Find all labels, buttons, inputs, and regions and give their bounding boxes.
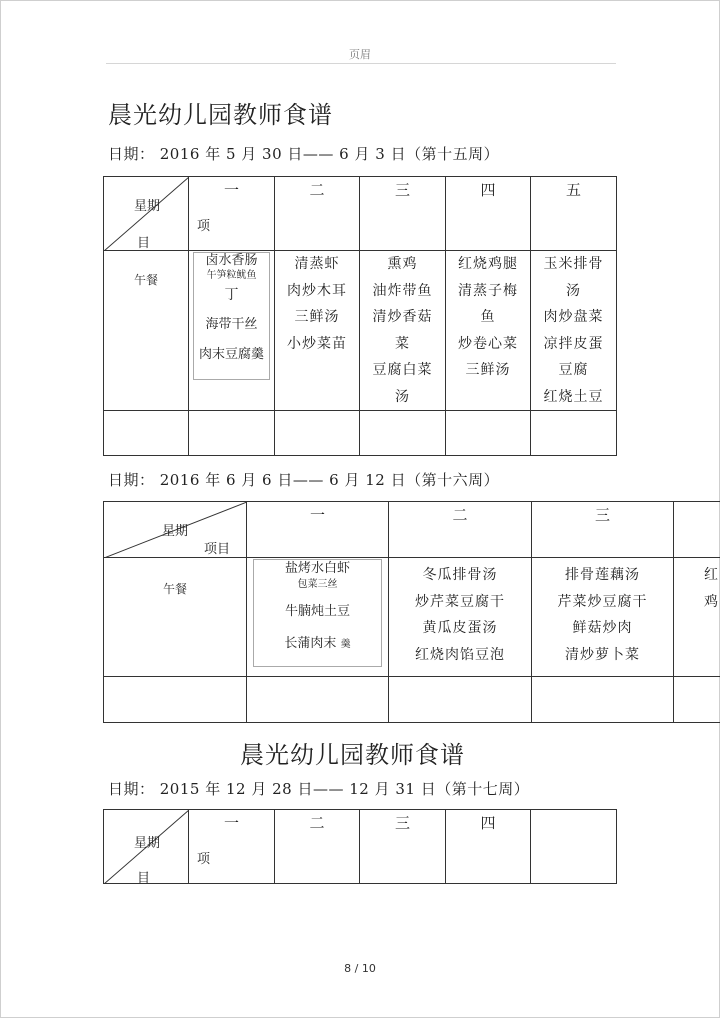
day-header-3: 三 [360,177,446,251]
menu-table-week17 [103,809,617,884]
empty-cell [360,411,446,456]
day-header-3: 三 [532,502,674,558]
dish-box: 盐烤水白虾 包菜三丝 牛腩炖土豆 长蒲肉末 羹 [253,559,382,667]
lunch-label-cell: 午餐 [104,251,189,411]
day-header-1: 一 项 [189,177,275,251]
date-range-week17: 日期： 2015 年 12 月 28 日—— 12 月 31 日（第十七周） [108,780,530,798]
item-label-mu: 目 [137,236,151,251]
day-header-1: 一 [247,502,389,558]
page-title-2: 晨光幼儿园教师食谱 [240,741,465,769]
empty-cell [532,677,674,723]
empty-cell [275,411,360,456]
dish-box: 卤水香肠 午笋粒鱿鱼 丁 海带干丝 肉末豆腐羹 [193,252,270,380]
header-corner-cell [104,177,189,251]
empty-cell [389,677,532,723]
header-corner-cell [104,810,189,884]
empty-cell [104,677,247,723]
day-header-2: 二 [275,810,360,884]
thursday-dishes: 红 鸡 [674,558,720,677]
week-label: 星期 [134,836,161,851]
day-header-4: 四 [446,810,531,884]
day-header-2: 二 [275,177,360,251]
week-label: 星期 [162,524,189,539]
day-header-4: 四 [446,177,531,251]
date-range-week15: 日期： 2016 年 5 月 30 日—— 6 月 3 日（第十五周） [108,145,500,163]
thursday-dishes: 红烧鸡腿 清蒸子梅 鱼 炒卷心菜 三鲜汤 [446,251,531,411]
friday-dishes: 玉米排骨 汤 肉炒盘菜 凉拌皮蛋 豆腐 红烧土豆 [531,251,617,411]
page-number: 8 / 10 [344,962,376,975]
date-range-week16: 日期： 2016 年 6 月 6 日—— 6 月 12 日（第十六周） [108,471,500,489]
lunch-label-cell: 午餐 [104,558,247,677]
header-rule [106,63,616,64]
item-label: 项目 [204,542,231,557]
day-header-5 [531,810,617,884]
empty-cell [446,411,531,456]
menu-table-week16 [103,501,720,723]
wednesday-dishes: 熏鸡 油炸带鱼 清炒香菇 菜 豆腐白菜 汤 [360,251,446,411]
empty-cell [674,677,720,723]
day-header-3: 三 [360,810,446,884]
header-corner-cell [104,502,247,558]
menu-table-week15 [103,176,617,456]
empty-cell [247,677,389,723]
monday-dishes [247,558,389,677]
empty-cell [531,411,617,456]
item-label-mu: 目 [137,871,151,886]
tuesday-dishes: 清蒸虾 肉炒木耳 三鲜汤 小炒菜苗 [275,251,360,411]
item-label-xiang: 项 [197,219,211,234]
item-label-xiang: 项 [197,852,211,867]
wednesday-dishes: 排骨莲藕汤 芹菜炒豆腐干 鲜菇炒肉 清炒萝卜菜 [532,558,674,677]
day-header-4 [674,502,720,558]
day-header-1: 一 项 [189,810,275,884]
day-header-2: 二 [389,502,532,558]
empty-cell [104,411,189,456]
page-header: 页眉 [349,48,371,61]
empty-cell [189,411,275,456]
page-title: 晨光幼儿园教师食谱 [108,101,333,129]
week-label: 星期 [134,199,161,214]
monday-dishes [189,251,275,411]
tuesday-dishes: 冬瓜排骨汤 炒芹菜豆腐干 黄瓜皮蛋汤 红烧肉馅豆泡 [389,558,532,677]
day-header-5: 五 [531,177,617,251]
